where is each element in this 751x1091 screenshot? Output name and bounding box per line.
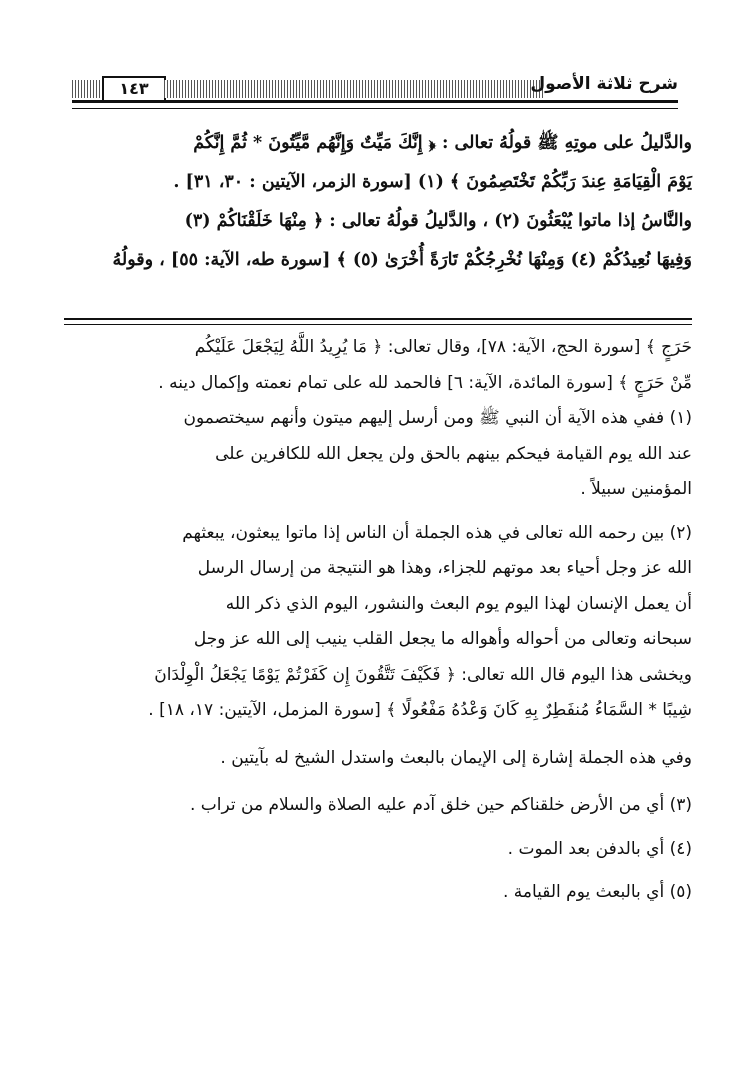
footnote-2-line: الله عز وجل أحياء بعد موتهم للجزاء، وهذا هو النتيجة من إرسال الرسل [197,558,692,578]
main-text [64,124,692,280]
footnote-2-line: شِيبًا * السَّمَاءُ مُنفَطِرٌ بِهِ كَانَ وَعْدُهُ مَفْعُولًا ﴾ [سورة المزمل، الآيتين: ١٧، ١٨] . [148,700,692,720]
main-line: والدَّليلُ على موتِهِ ﷺ قولُهُ تعالى : ﴿ إِنَّكَ مَيِّتٌ وَإِنَّهُم مَّيِّتُونَ * ثُمَّ إِنَّكُمْ [193,133,692,153]
footnote-2-line: (٢) بين رحمه الله تعالى في هذه الجملة أن الناس إذا ماتوا يبعثون، يبعثهم [182,522,692,543]
footnote-continuation-line: حَرَجٍ ﴾ [سورة الحج، الآية: ٧٨]، وقال تعالى: ﴿ مَا يُرِيدُ اللَّهُ لِيَجْعَلَ عَلَيْكُم [194,337,692,357]
footnote-3: (٣) أي من الأرض خلقناكم حين خلق آدم عليه الصلاة والسلام من تراب . [189,795,692,815]
main-line: والنَّاسُ إذا ماتوا يُبْعَثُونَ (٢) ، والدَّليلُ قولُهُ تعالى : ﴿ مِنْهَا خَلَقْنَاكُمْ (٣) [184,211,692,231]
header-rule [72,100,678,109]
footnote-1-line: المؤمنين سبيلاً . [580,479,692,499]
footnote-2-line: ويخشى هذا اليوم قال الله تعالى: ﴿ فَكَيْفَ تَتَّقُونَ إِن كَفَرْتُمْ يَوْمًا يَجْعَلُ الْوِلْدَانَ [154,664,692,685]
footnote-1-line: (١) ففي هذه الآية أن النبي ﷺ ومن أرسل إليهم ميتون وأنهم سيختصمون [183,408,692,428]
page-number: ١٤٣ [102,76,166,102]
footnote-4: (٤) أي بالدفن بعد الموت . [507,838,692,859]
footnote-continuation-line: مِّنْ حَرَجٍ ﴾ [سورة المائدة، الآية: ٦] فالحمد لله على تمام نعمته وإكمال دينه . [158,372,692,393]
page-header [72,74,678,108]
footnotes [64,330,692,911]
footnote-divider [64,318,692,325]
header-ornament-right [164,80,544,98]
footnote-2-line: أن يعمل الإنسان لهذا اليوم يوم البعث والنشور، اليوم الذي ذكر الله [225,593,692,614]
header-ornament-left [72,80,102,98]
footnote-2-line: سبحانه وتعالى من أحواله وأهواله ما يجعل القلب ينيب إلى الله عز وجل [193,629,692,649]
book-title: شرح ثلاثة الأصول [530,74,678,94]
main-line: يَوْمَ الْقِيَامَةِ عِندَ رَبِّكُمْ تَخْتَصِمُونَ ﴾ (١) [سورة الزمر، الآيتين : ٣٠، ٣١] . [173,172,692,192]
footnote-2-tail: وفي هذه الجملة إشارة إلى الإيمان بالبعث واستدل الشيخ له بآيتين . [220,747,692,768]
footnote-1-line: عند الله يوم القيامة فيحكم بينهم بالحق ولن يجعل الله للكافرين على [215,443,692,464]
main-line: وَفِيهَا نُعِيدُكُمْ (٤) وَمِنْهَا نُخْرِجُكُمْ تَارَةً أُخْرَىٰ (٥) ﴾ [سورة طه، الآية: ٥٥] ، وقولُهُ [112,250,692,270]
footnote-5: (٥) أي بالبعث يوم القيامة . [502,882,692,902]
